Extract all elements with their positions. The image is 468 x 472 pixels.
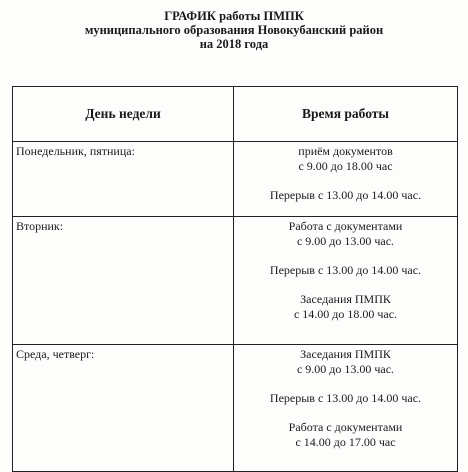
time-line: Перерыв с 13.00 до 14.00 час. (269, 391, 422, 405)
day-column-header: День недели (13, 87, 234, 142)
time-block (234, 219, 457, 249)
time-line: с 9.00 до 13.00 час. (296, 234, 395, 248)
schedule-table (12, 86, 458, 472)
time-block (234, 144, 457, 174)
time-line: Работа с документами (288, 420, 403, 434)
table-row (13, 217, 458, 345)
time-cell (234, 142, 458, 217)
day-cell: Вторник: (13, 217, 234, 345)
time-block (234, 263, 457, 278)
time-line: с 14.00 до 18.00 час. (293, 307, 398, 321)
time-block (234, 347, 457, 377)
time-block (234, 292, 457, 322)
day-cell: Среда, четверг: (13, 345, 234, 472)
document-header (0, 9, 468, 51)
time-line: с 9.00 до 13.00 час. (296, 362, 395, 376)
time-cell (234, 345, 458, 472)
table-header-row (13, 87, 458, 142)
header-title: ГРАФИК работы ПМПК (164, 9, 304, 23)
time-line: Работа с документами (288, 219, 403, 233)
time-block (234, 391, 457, 406)
time-line: приём документов (298, 144, 393, 158)
time-line: Перерыв с 13.00 до 14.00 час. (269, 263, 422, 277)
time-line: Перерыв с 13.00 до 14.00 час. (269, 188, 422, 202)
table-row (13, 345, 458, 472)
header-year: на 2018 года (199, 37, 269, 51)
time-block (234, 420, 457, 450)
time-block (234, 188, 457, 203)
time-line: с 9.00 до 18.00 час (298, 159, 393, 173)
time-cell (234, 217, 458, 345)
table-row (13, 142, 458, 217)
time-column-header: Время работы (234, 87, 458, 142)
time-line: Заседания ПМПК (300, 292, 391, 306)
time-line: с 14.00 до 17.00 час (295, 435, 396, 449)
header-subtitle: муниципального образования Новокубанский район (84, 23, 384, 37)
time-line: Заседания ПМПК (300, 347, 391, 361)
day-cell: Понедельник, пятница: (13, 142, 234, 217)
